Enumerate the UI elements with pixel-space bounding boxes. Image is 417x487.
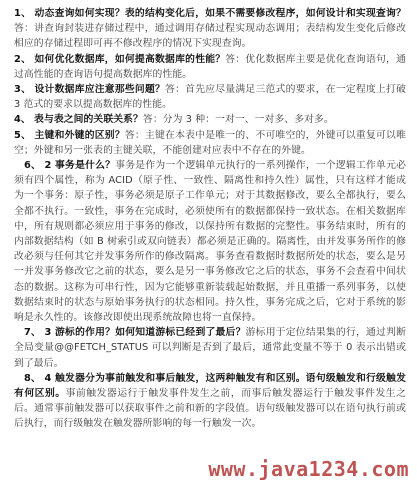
question-text: 4 触发器分为事前触发和事后触发，这两种触发有和区别。语句级触发和行级触发有何区别。 xyxy=(14,372,406,400)
answer-text: 答：讲查询封装进存储过程中，通过调用存储过程实现动态调用；表结构发生变化后修改相应的存储过程即可再不修改程序的情况下实现查询。 xyxy=(14,23,406,50)
item-number: 6、 xyxy=(24,160,42,172)
answer-text: 事前触发器运行于触发事件发生之前，而事后触发器运行于触发事件发生之后。通常事前触发器可以获取事件之前和新的字段值。语句级触发器可以在语句执行前或后执行，而行级触发在触发器所影响的每一行触发一次。 xyxy=(14,388,406,430)
answer-text: 答：主键在本表中是唯一的、不可唯空的，外键可以重复可以唯空；外键和另一张表的主键关联，不能创建对应表中不存在的外键。 xyxy=(14,129,406,156)
answer-text: 答：首先应尽量满足三范式的要求，在一定程度上打破 3 范式的要求以提高数据库的性能。 xyxy=(14,84,406,111)
answer-text: 答：分为 3 种：一对一、一对多、多对多。 xyxy=(142,114,334,126)
qa-item-6 xyxy=(14,158,406,325)
question-text: 2 事务是什么？ xyxy=(44,160,116,172)
question-text: 表与表之间的关联关系？ xyxy=(34,114,143,126)
qa-item-8 xyxy=(14,371,406,432)
item-number: 2、 xyxy=(14,53,32,65)
item-number: 8、 xyxy=(24,372,42,384)
item-number: 1、 xyxy=(14,8,32,19)
question-text: 主键和外键的区别？ xyxy=(34,129,125,141)
item-number: 4、 xyxy=(14,114,31,126)
document-page xyxy=(14,6,406,432)
qa-item-2 xyxy=(14,52,406,82)
answer-text: 答：优化数据库主要是优化查询语句，通过高性能的查询语句提高数据库的性能。 xyxy=(14,53,406,80)
question-text: 动态查询如何实现？表的结构变化后，如果不需要修改程序，如何设计和实现查询？ xyxy=(34,8,406,19)
qa-item-4 xyxy=(14,112,406,127)
answer-text: 事务是作为一个逻辑单元执行的一系列操作，一个逻辑工作单元必须有四个属性，称为 ACID（原子性、一致性、隔离性和持久性）属性，只有这样才能成为一个事务：原子性，事务必须是原子工作单元；对于其数据修改，要么全都执行，要么全都不执行。一致性，事务在完成时，必须使所有的数据都保持一致状态。在相关数据库中，所有规则都必须应用于事务的修改，以保持所有数据的完整性。事务结束时，所有的内部数据结构（如 B 树索引或双向链表）都必须是正确的。隔离性，由并发事务所作的修改必须与任何其它并发事务所作的修改隔离。事务查看数据时数据所处的状态，要么是另一并发事务修改它之前的状态，要么是另一事务修改它之后的状态，事务不会查看中间状态的数据。这称为可串行性，因为它能够重新装载起始数据，并且重播一系列事务，以使数据结束时的状态与原始事务执行的状态相同。持久性，事务完成之后，它对于系统的影响是永久性的。该修改即使出现系统故障也将一直保持。 xyxy=(14,160,407,324)
question-text: 3 游标的作用？如何知道游标已经到了最后？ xyxy=(44,327,246,339)
qa-item-1 xyxy=(14,6,406,52)
question-text: 设计数据库应注意那些问题？ xyxy=(34,84,166,96)
question-text: 如何优化数据库，如何提高数据库的性能？ xyxy=(34,53,226,65)
item-number: 7、 xyxy=(24,327,42,339)
qa-item-5 xyxy=(14,128,406,158)
answer-text: 游标用于定位结果集的行，通过判断全局变量@@FETCH_STATUS 可以判断是否到了最后，通常此变量不等于 0 表示出错或到了最后。 xyxy=(14,327,406,369)
qa-item-7 xyxy=(14,325,406,371)
qa-item-3 xyxy=(14,82,406,112)
item-number: 3、 xyxy=(14,84,32,96)
item-number: 5、 xyxy=(14,129,32,141)
site-watermark: www.java1234.com xyxy=(208,457,409,481)
